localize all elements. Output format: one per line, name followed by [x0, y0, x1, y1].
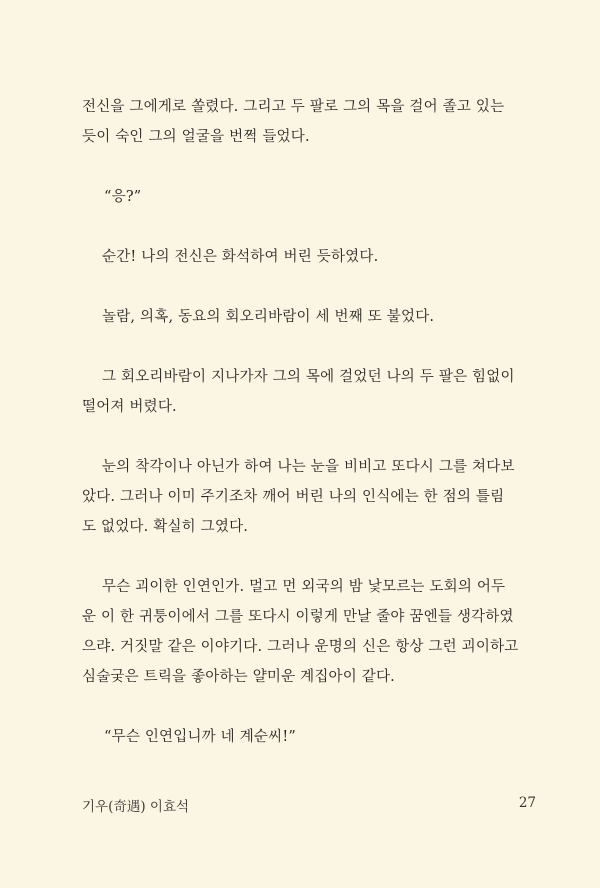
text-line: 으랴. 거짓말 같은 이야기다. 그러나 운명의 신은 항상 그런 괴이하고	[82, 639, 519, 655]
text-line: 듯이 숙인 그의 얼굴을 번쩍 들었다.	[82, 129, 310, 145]
text-line: “응?”	[104, 189, 142, 205]
text-line: 그 회오리바람이 지나가자 그의 목에 걸었던 나의 두 팔은 힘없이	[102, 369, 515, 385]
paragraph-4	[82, 302, 536, 332]
text-line: 떨어져 버렸다.	[82, 399, 177, 415]
paragraph-2-dialogue	[82, 182, 536, 212]
text-line: 운 이 한 귀퉁이에서 그를 또다시 이렇게 만날 줄야 꿈엔들 생각하였	[82, 609, 514, 625]
text-line: 놀람, 의혹, 동요의 회오리바람이 세 번째 또 불었다.	[102, 309, 435, 325]
text-body	[82, 92, 536, 752]
paragraph-8-dialogue	[82, 722, 536, 752]
text-line: 심술궂은 트릭을 좋아하는 얄미운 계집아이 같다.	[82, 669, 395, 685]
text-line: “무슨 인연입니까 네 계순씨!”	[104, 729, 296, 745]
text-line: 눈의 착각이나 아닌가 하여 나는 눈을 비비고 또다시 그를 쳐다보	[102, 459, 515, 475]
text-line: 전신을 그에게로 쏠렸다. 그리고 두 팔로 그의 목을 걸어 졸고 있는	[82, 99, 505, 115]
page-footer	[82, 795, 536, 815]
paragraph-7	[82, 572, 536, 692]
paragraph-1	[82, 92, 536, 152]
paragraph-6	[82, 452, 536, 542]
text-line: 았다. 그러나 이미 주기조차 깨어 버린 나의 인식에는 한 점의 틀림	[82, 489, 505, 505]
paragraph-3	[82, 242, 536, 272]
paragraph-5	[82, 362, 536, 422]
text-line: 순간! 나의 전신은 화석하여 버린 듯하였다.	[102, 249, 379, 265]
page-number: 27	[518, 795, 536, 811]
text-line: 무슨 괴이한 인연인가. 멀고 먼 외국의 밤 낯모르는 도회의 어두	[102, 579, 506, 595]
running-title: 기우(奇遇) 이효석	[82, 799, 190, 815]
text-line: 도 없었다. 확실히 그였다.	[82, 519, 249, 535]
